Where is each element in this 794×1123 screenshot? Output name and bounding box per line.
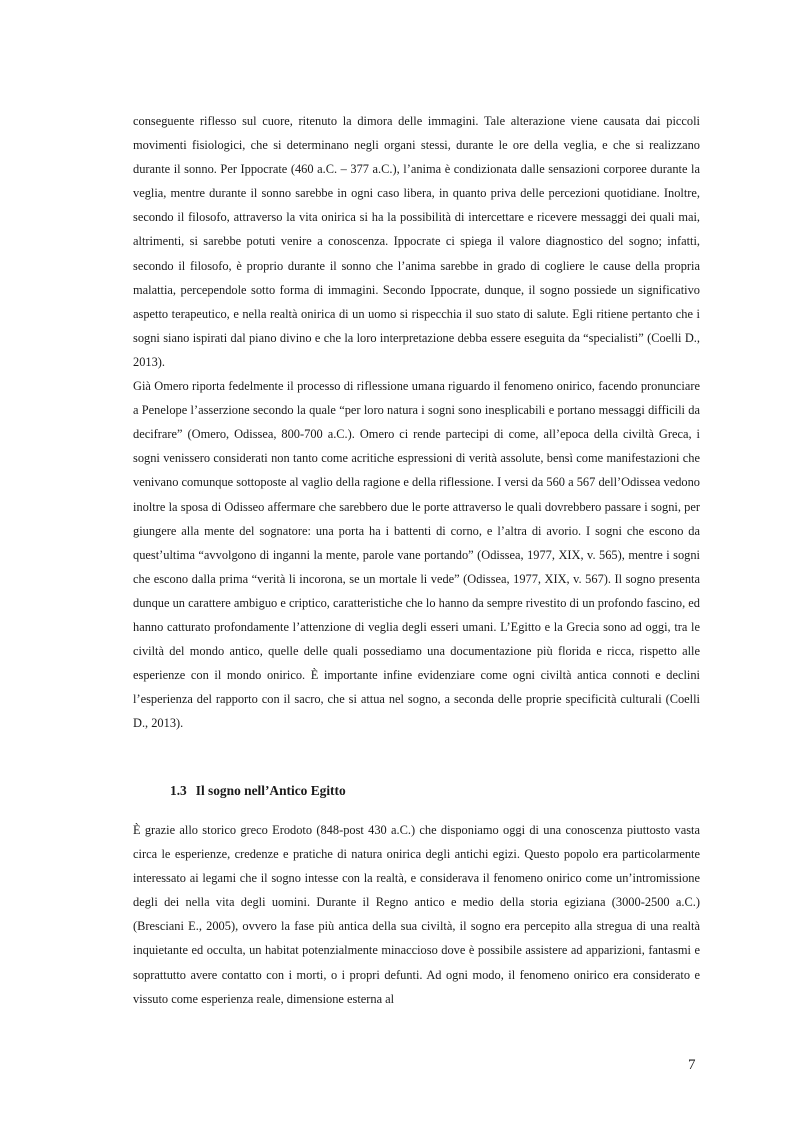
section-title: Il sogno nell’Antico Egitto (195, 783, 346, 798)
section-number: 1.3 (170, 783, 187, 798)
paragraph-omero: Già Omero riporta fedelmente il processo di riflessione umana riguardo il fenomeno onirico, facendo pronunciare a Penelope l’asserzione secondo la quale “per loro natura i sogni sono inesplicabili e portano messaggi difficili da decifrare” (Omero, Odissea, 800-700 a.C.). Omero ci rende partecipi di come, all’epoca della civiltà Greca, i sogni venissero considerati non tanto come acritiche espressioni di verità assolute, bensì come manifestazioni che venivano comunque sottoposte al vaglio della ragione e della riflessione. I versi da 560 a 567 dell’Odissea vedono inoltre la sposa di Odisseo affermare che sarebbero due le porte attraverso le quali dovrebbero passare i sogni, per giungere alla mente del sognatore: una porta ha i battenti di corno, e l’altra di avorio. I sogni che escono da quest’ultima “avvolgono di inganni la mente, parole vane portando” (Odissea, 1977, XIX, v. 565), mentre i sogni che escono dalla prima “verità li incorona, se un mortale li vede” (Odissea, 1977, XIX, v. 567). Il sogno presenta dunque un carattere ambiguo e criptico, caratteristiche che lo hanno da sempre rivestito di un profondo fascino, ed hanno catturato profondamente l’attenzione di veglia degli esseri umani. L’Egitto e la Grecia sono ad oggi, tra le civiltà del mondo antico, quelle delle quali possediamo una documentazione più florida e ricca, rispetto alle esperienze con il mondo onirico. È importante infine evidenziare come ogni civiltà antica connoti e declini l’esperienza del rapporto con il sacro, che si attua nel sogno, a seconda delle proprie specificità culturali (Coelli D., 2013). (133, 379, 700, 731)
section-heading (170, 779, 346, 803)
paragraph-ippocrate: conseguente riflesso sul cuore, ritenuto la dimora delle immagini. Tale alterazione viene causata dai piccoli movimenti fisiologici, che si determinano negli organi stessi, durante le ore della veglia, e che si realizzano durante il sonno. Per Ippocrate (460 a.C. – 377 a.C.), l’anima è condizionata dalle sensazioni corporee durante la veglia, mentre durante il sonno sarebbe in ogni caso libera, in quanto priva delle percezioni quotidiane. Inoltre, secondo il filosofo, attraverso la vita onirica si ha la possibilità di intercettare e ricevere messaggi dei quali mai, altrimenti, si sarebbe potuti venire a conoscenza. Ippocrate ci spiega il valore diagnostico del sogno; infatti, secondo il filosofo, è proprio durante il sonno che l’anima sarebbe in grado di cogliere le cause della propria malattia, percependole sotto forma di immagini. Secondo Ippocrate, dunque, il sogno possiede un significativo aspetto terapeutico, e nella realtà onirica di un uomo si rispecchia il suo stato di salute. Egli ritiene pertanto che i sogni siano ispirati dal piano divino e che la loro interpretazione debba essere eseguita da “specialisti” (Coelli D., 2013). (133, 114, 700, 369)
paragraph-erodoto: È grazie allo storico greco Erodoto (848-post 430 a.C.) che disponiamo oggi di una conoscenza piuttosto vasta circa le esperienze, credenze e pratiche di natura onirica degli antichi egizi. Questo popolo era particolarmente interessato ai legami che il sogno intesse con la realtà, e considerava il fenomeno onirico come un’intromissione degli dei nella vita degli uomini. Durante il Regno antico e medio della storia egiziana (3000-2500 a.C.) (Bresciani E., 2005), ovvero la fase più antica della sua civiltà, il sogno era percepito alla stregua di una realtà inquietante ed occulta, un habitat potenzialmente minaccioso dove è possibile assistere ad apparizioni, fantasmi e soprattutto avere contatto con i morti, o i propri defunti. Ad ogni modo, il fenomeno onirico era considerato e vissuto come esperienza reale, dimensione esterna al (133, 823, 700, 1006)
body-text-bottom (133, 818, 700, 1011)
page-number: 7 (688, 1057, 696, 1073)
body-text-top (133, 109, 700, 735)
